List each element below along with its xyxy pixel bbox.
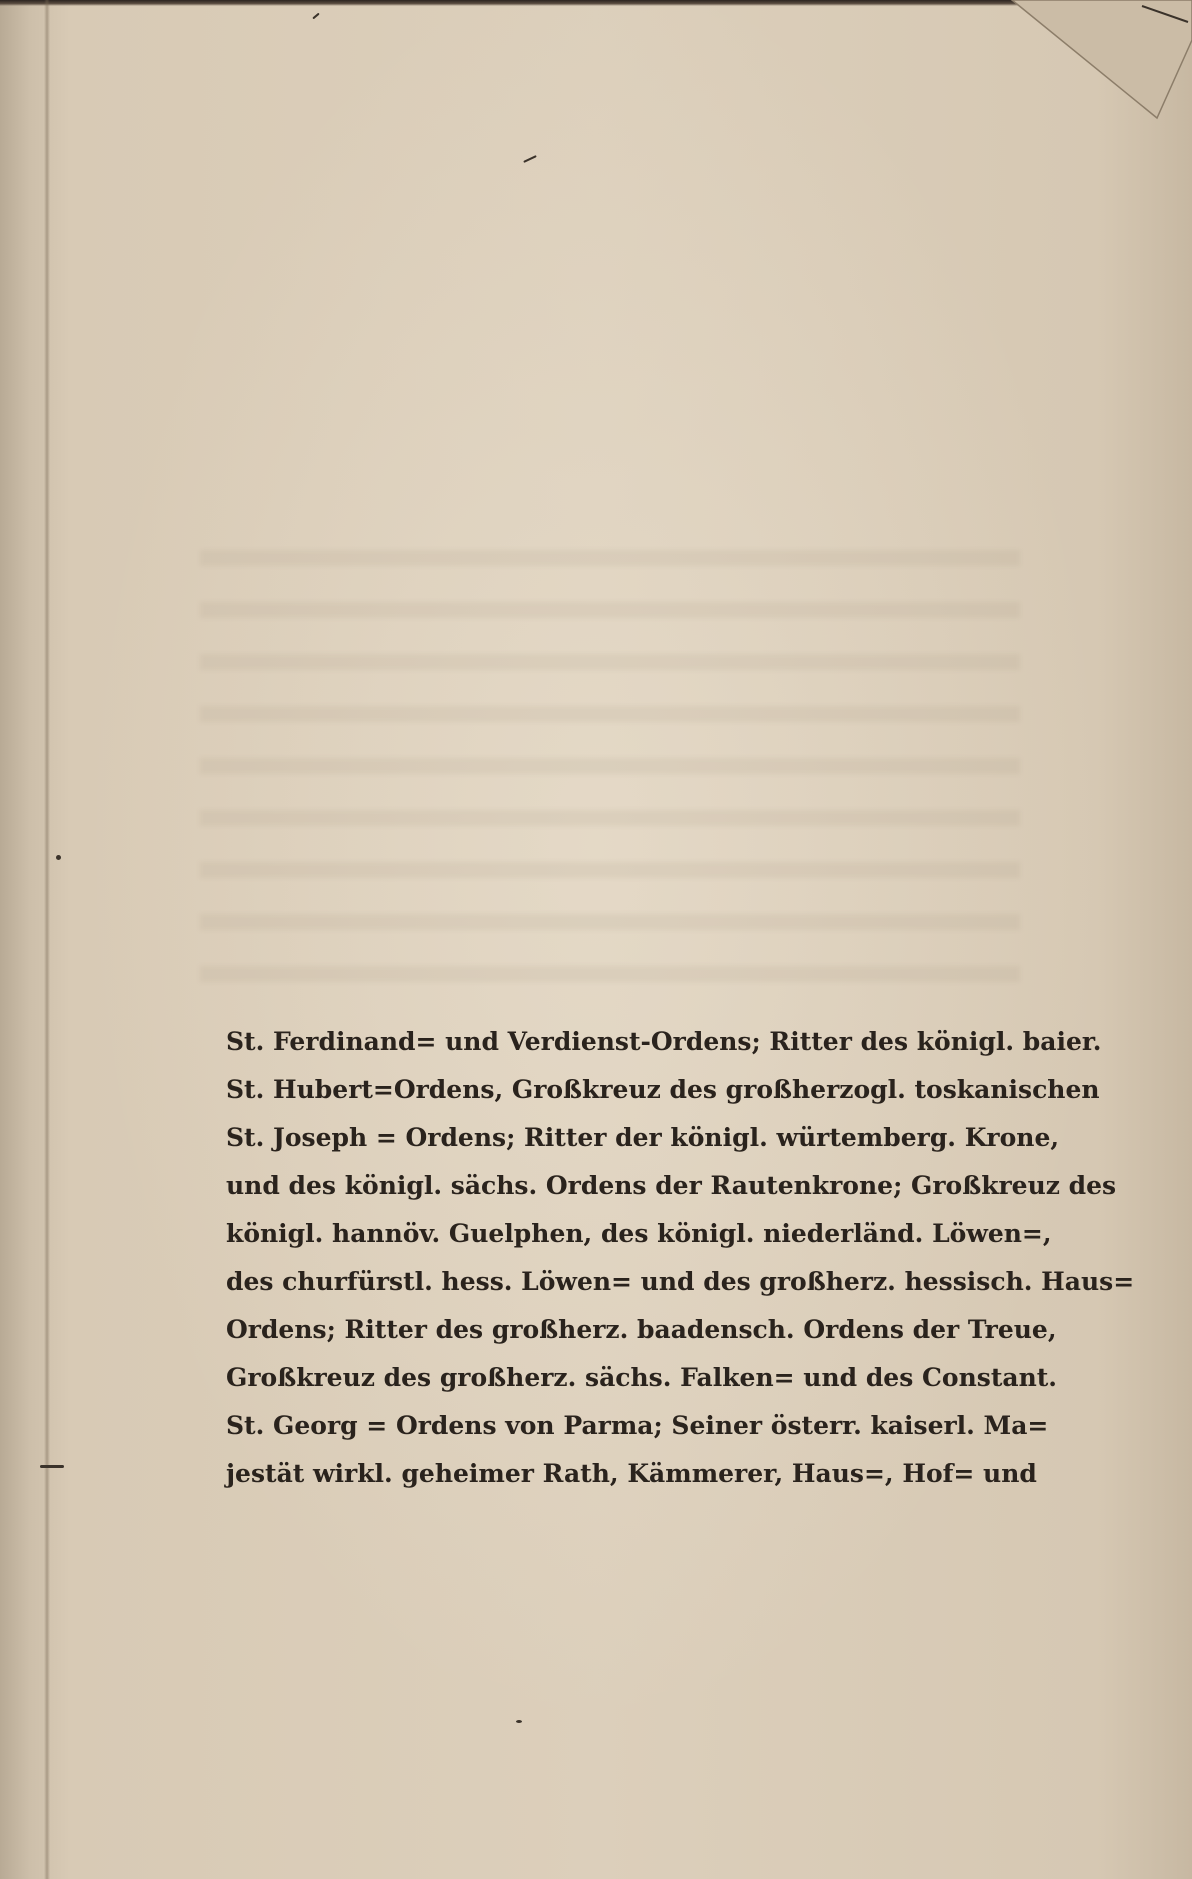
body-text [226,1018,1135,1498]
text-line: und des königl. sächs. Ordens der Rautenkrone; Großkreuz des [226,1171,1117,1200]
text-line: des churfürstl. hess. Löwen= und des großherz. hessisch. Haus= [226,1267,1135,1296]
text-line: St. Ferdinand= und Verdienst-Ordens; Ritter des königl. baier. [226,1027,1102,1056]
text-line: St. Hubert=Ordens, Großkreuz des großherzogl. toskanischen [226,1075,1100,1104]
show-through-text [200,520,1020,990]
text-line: St. Joseph = Ordens; Ritter der königl. würtemberg. Krone, [226,1123,1060,1152]
text-line: königl. hannöv. Guelphen, des königl. niederländ. Löwen=, [226,1219,1052,1248]
text-line: Großkreuz des großherz. sächs. Falken= und des Constant. [226,1363,1057,1392]
folded-corner [992,0,1192,120]
text-line: St. Georg = Ordens von Parma; Seiner österr. kaiserl. Ma= [226,1411,1049,1440]
binding-shadow [44,0,50,1879]
paper-speck [523,155,537,163]
text-line: jestät wirkl. geheimer Rath, Kämmerer, Haus=, Hof= und [226,1459,1037,1488]
paper-speck [312,13,319,20]
paper-speck [56,855,61,860]
paper-speck [40,1465,64,1468]
paper-speck [516,1720,522,1723]
text-line: Ordens; Ritter des großherz. baadensch. Ordens der Treue, [226,1315,1057,1344]
